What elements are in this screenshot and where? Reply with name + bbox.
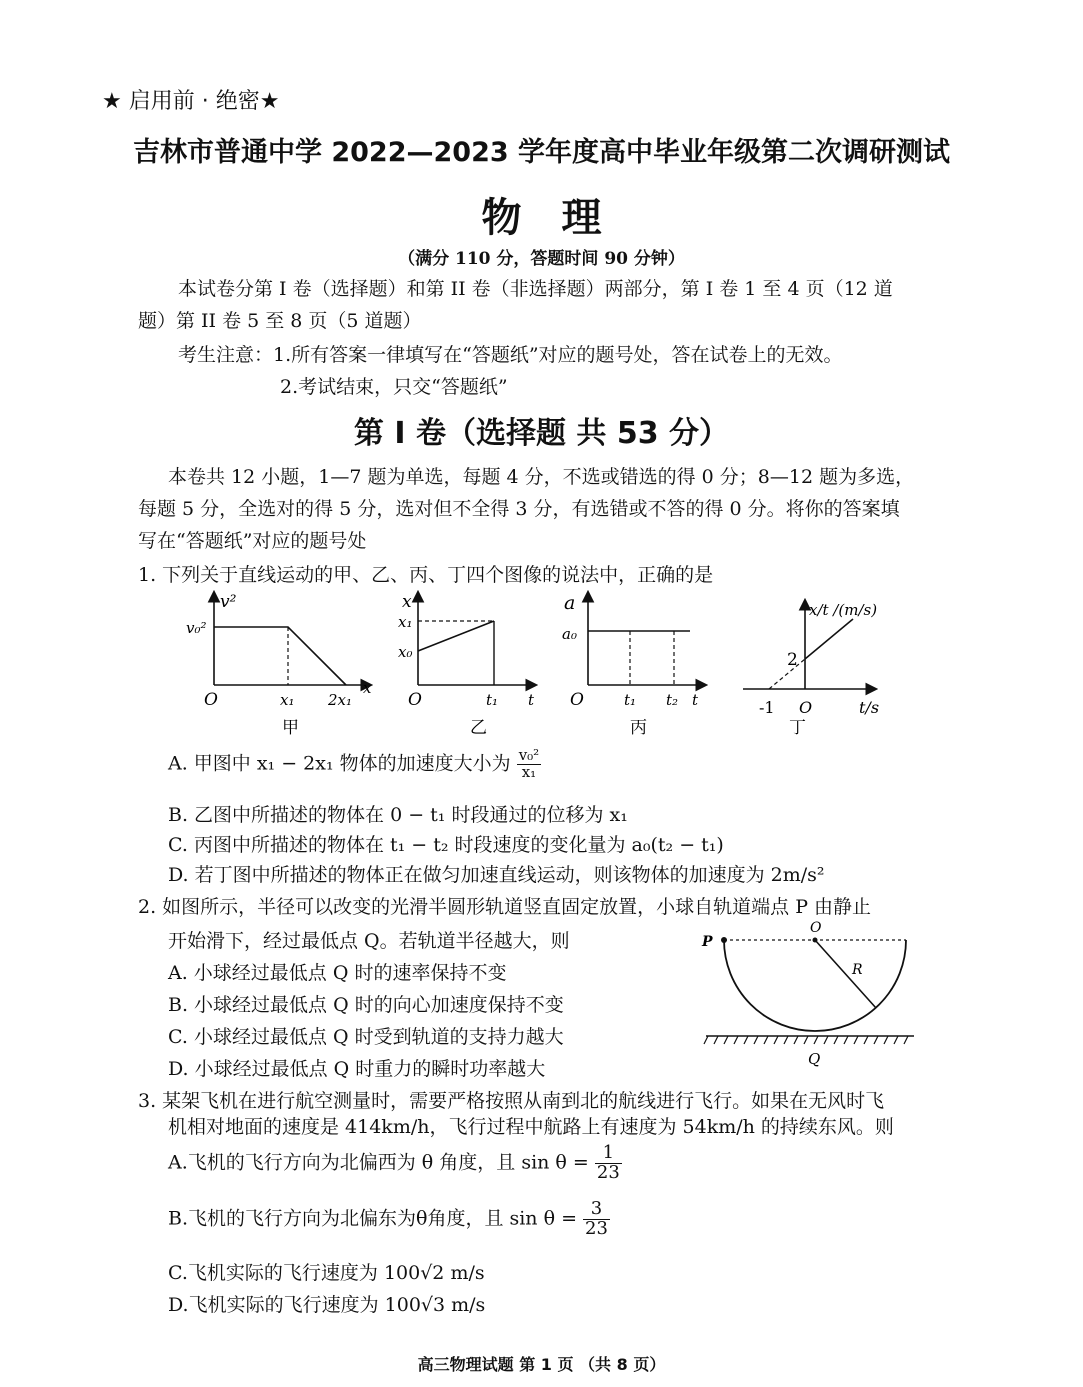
jia-y-tick: v₀²	[186, 619, 207, 637]
bing-x-tick-2: t₂	[666, 691, 679, 709]
q2-stem-2: 开始滑下，经过最低点 Q。若轨道半径越大，则	[168, 930, 570, 952]
q3-option-a-den: 23	[596, 1161, 620, 1183]
exam-title: 吉林市普通中学 2022—2023 学年度高中毕业年级第二次调研测试	[132, 137, 951, 168]
q3-option-d: D.飞机实际的飞行速度为 100√3 m/s	[168, 1294, 486, 1316]
q3-option-a-num: 1	[595, 1144, 622, 1164]
graph-bing	[560, 585, 720, 740]
q2-label-q: Q	[808, 1050, 821, 1068]
q1-option-b: B. 乙图中所描述的物体在 0 − t₁ 时段通过的位移为 x₁	[168, 804, 628, 826]
graph-yi	[390, 585, 550, 740]
q2-label-r: R	[852, 962, 863, 978]
q3-option-b	[168, 1200, 610, 1239]
q3-option-b-fraction	[583, 1200, 610, 1239]
q1-option-a-fraction	[517, 748, 542, 781]
q1-option-a-text: A. 甲图中 x₁ − 2x₁ 物体的加速度大小为	[168, 752, 511, 775]
ding-x-label: t/s	[859, 698, 880, 717]
q2-label-o: O	[810, 920, 822, 936]
q1-option-a	[168, 748, 541, 781]
intro-line-1: 本试卷分第 I 卷（选择题）和第 II 卷（非选择题）两部分，第 I 卷 1 至 4 页（12 道	[178, 278, 893, 300]
q2-option-c: C. 小球经过最低点 Q 时受到轨道的支持力越大	[168, 1026, 564, 1048]
bing-y-tick: a₀	[562, 625, 577, 643]
yi-x-tick-1: t₁	[486, 691, 499, 709]
q3-option-b-den: 23	[585, 1217, 608, 1239]
ding-y-tick: 2	[787, 650, 798, 670]
q1-option-d: D. 若丁图中所描述的物体正在做匀加速直线运动，则该物体的加速度为 2m/s²	[168, 864, 825, 886]
q3-option-b-text: B.飞机的飞行方向为北偏东为θ角度，且 sin θ =	[168, 1207, 577, 1230]
q2-option-b: B. 小球经过最低点 Q 时的向心加速度保持不变	[168, 994, 564, 1016]
page-footer: 高三物理试题 第 1 页 （共 8 页）	[417, 1355, 666, 1374]
section-title: 第 I 卷（选择题 共 53 分）	[353, 416, 730, 451]
bing-y-label: a	[564, 592, 576, 614]
ding-caption: 丁	[789, 718, 806, 738]
notice-2: 2.考试结束，只交“答题纸”	[280, 376, 508, 398]
q3-option-a-text: A.飞机的飞行方向为北偏西为 θ 角度，且 sin θ =	[168, 1151, 589, 1174]
q2-option-a: A. 小球经过最低点 Q 时的速率保持不变	[168, 962, 507, 984]
q2-semicircle-figure	[696, 912, 926, 1072]
subject-title: 物理	[481, 194, 642, 241]
confidential-mark: ★ 启用前 · 绝密★	[102, 89, 280, 114]
q2-label-p: P	[702, 934, 713, 950]
bing-caption: 丙	[630, 718, 647, 738]
bing-x-label: t	[692, 691, 699, 709]
yi-origin: O	[408, 690, 422, 710]
jia-x-tick-1: x₁	[280, 691, 295, 709]
yi-y-tick-1: x₁	[398, 613, 413, 631]
q3-stem-1: 3. 某架飞机在进行航空测量时，需要严格按照从南到北的航线进行飞行。如果在无风时飞	[138, 1090, 885, 1112]
q1-stem: 1. 下列关于直线运动的甲、乙、丙、丁四个图像的说法中，正确的是	[138, 564, 714, 586]
ding-y-label: x/t /(m/s)	[809, 601, 878, 619]
q3-option-a-fraction	[595, 1144, 622, 1183]
section-desc-3: 写在“答题纸”对应的题号处	[138, 530, 367, 552]
notice-1: 考生注意：1.所有答案一律填写在“答题纸”对应的题号处，答在试卷上的无效。	[178, 344, 843, 366]
q1-option-c: C. 丙图中所描述的物体在 t₁ − t₂ 时段速度的变化量为 a₀(t₂ − t₁)	[168, 834, 724, 856]
q1-option-a-num: v₀²	[518, 746, 540, 764]
ding-x-tick-2: O	[799, 698, 813, 717]
q3-option-a	[168, 1144, 622, 1183]
q1-option-a-den: x₁	[521, 762, 537, 781]
jia-x-tick-2: 2x₁	[328, 691, 353, 709]
yi-x-label: t	[528, 691, 535, 709]
q2-option-d: D. 小球经过最低点 Q 时重力的瞬时功率越大	[168, 1058, 546, 1080]
jia-x-label: x	[363, 679, 372, 697]
section-desc-2: 每题 5 分，全选对的得 5 分，选对但不全得 3 分，有选错或不答的得 0 分。将你的答案填	[138, 498, 900, 520]
jia-caption: 甲	[282, 718, 299, 738]
bing-origin: O	[570, 690, 584, 710]
q2-stem-1: 2. 如图所示，半径可以改变的光滑半圆形轨道竖直固定放置，小球自轨道端点 P 由静止	[138, 896, 872, 918]
q3-option-b-num: 3	[583, 1200, 610, 1220]
yi-y-label: x	[402, 592, 412, 612]
q3-stem-2: 机相对地面的速度是 414km/h，飞行过程中航路上有速度为 54km/h 的持续东风。则	[168, 1116, 894, 1138]
graph-ding	[735, 585, 905, 740]
bing-x-tick-1: t₁	[624, 691, 637, 709]
graph-jia	[180, 585, 380, 740]
jia-origin: O	[204, 690, 218, 710]
yi-y-tick-2: x₀	[398, 643, 413, 661]
q3-option-c: C.飞机实际的飞行速度为 100√2 m/s	[168, 1262, 485, 1284]
score-note: （满分 110 分，答题时间 90 分钟）	[398, 249, 685, 269]
section-desc-1: 本卷共 12 小题，1—7 题为单选，每题 4 分，不选或错选的得 0 分；8—12 题为多选，	[168, 466, 915, 488]
ding-x-tick-1: -1	[759, 698, 775, 717]
yi-caption: 乙	[470, 718, 487, 738]
jia-y-label: v²	[220, 592, 237, 612]
intro-line-2: 题）第 II 卷 5 至 8 页（5 道题）	[138, 310, 422, 332]
